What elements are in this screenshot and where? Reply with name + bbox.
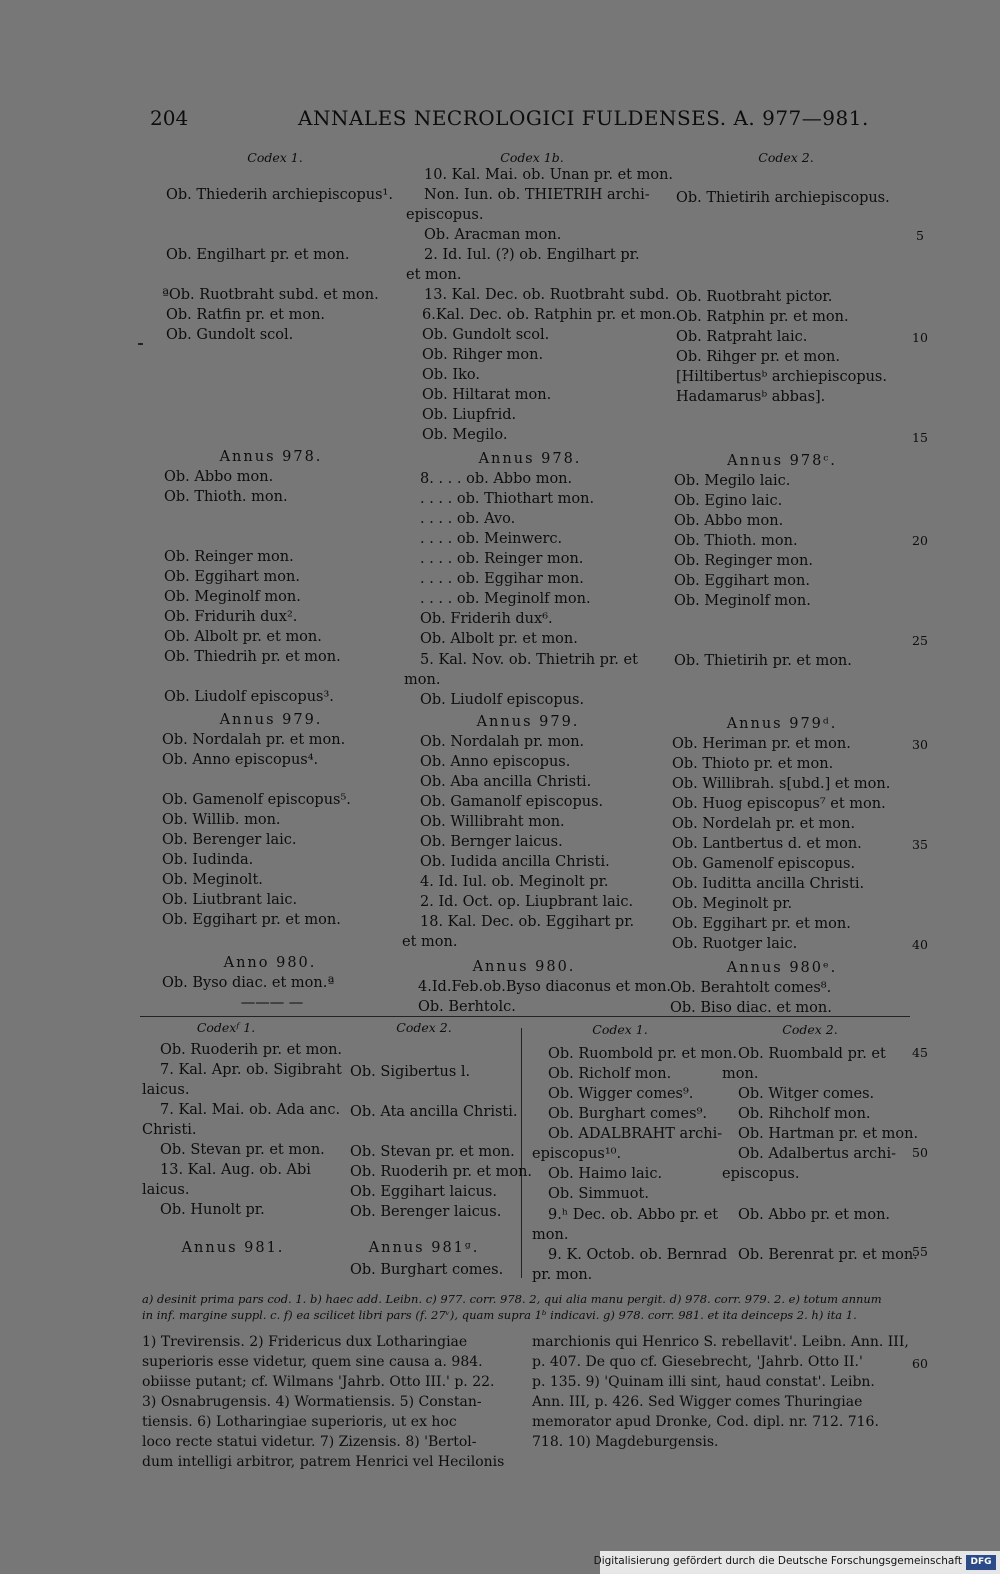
entry: Ob. Burghart comes⁹. [548, 1106, 707, 1122]
entry: Ob. Hunolt pr. [160, 1202, 265, 1218]
entry: Ob. Iuditta ancilla Christi. [672, 876, 865, 892]
entry: Ob. Ruoderih pr. et mon. [160, 1042, 343, 1058]
entry: Non. Iun. ob. THIETRIH archi- [424, 187, 650, 203]
entry: Ob. Thioto pr. et mon. [672, 756, 834, 772]
section-rule: ——— — [240, 995, 304, 1011]
entry: 9.ʰ Dec. ob. Abbo pr. et [548, 1207, 719, 1223]
line-number: 40 [912, 937, 928, 952]
entry: Ob. Megilo laic. [674, 473, 791, 489]
entry: et mon. [402, 934, 458, 950]
entry: Ob. Eggihart mon. [674, 573, 810, 589]
entry: Ob. Anno episcopus⁴. [162, 752, 319, 768]
entry: Ob. Willibrah. s[ubd.] et mon. [672, 776, 891, 792]
funding-text: Digitalisierung gefördert durch die Deutsche Forschungsgemeinschaft [593, 1555, 962, 1567]
entry: Ob. Anno episcopus. [420, 754, 571, 770]
page-title: ANNALES NECROLOGICI FULDENSES. A. 977—981. [298, 106, 869, 130]
entry: 13. Kal. Dec. ob. Ruotbraht subd. [424, 287, 670, 303]
line-number: 60 [912, 1356, 928, 1371]
entry: Ob. Ruombald pr. et [738, 1046, 886, 1062]
page-number: 204 [150, 106, 189, 130]
apparatus-line: in inf. margine suppl. c. f) ea scilicet libri pars (f. 27ᵛ), quam supra 1ᵇ indicavi. g) 978. corr. 981. et ita deinceps 2. h) ita 1. [142, 1308, 857, 1322]
footnote-line: obiisse putant; cf. Wilmans 'Jahrb. Otto III.' p. 22. [142, 1374, 495, 1390]
line-number: 30 [912, 737, 928, 752]
entry: Ob. Ruombold pr. et mon. [548, 1046, 737, 1062]
entry: Ob. Willibraht mon. [420, 814, 565, 830]
entry: Ob. Ratfin pr. et mon. [166, 307, 326, 323]
column-heading-codex-2-lower-right: Codex 2. [782, 1022, 838, 1037]
entry: Ob. Liutbrant laic. [162, 892, 298, 908]
entry: 4. Id. Iul. ob. Meginolt pr. [420, 874, 609, 890]
entry: Ob. Witger comes. [738, 1086, 875, 1102]
footnote-line: loco recte statui videtur. 7) Zizensis. 8) 'Bertol- [142, 1434, 477, 1450]
line-number: 55 [912, 1244, 928, 1259]
entry: Hadamarusᵇ abbas]. [676, 389, 826, 405]
entry: Ob. Burghart comes. [350, 1262, 504, 1278]
entry: ªOb. Ruotbraht subd. et mon. [162, 287, 379, 303]
entry: Ob. Egino laic. [674, 493, 783, 509]
entry: 4.Id.Feb.ob.Byso diaconus et mon. [418, 979, 672, 995]
entry: Ob. Stevan pr. et mon. [160, 1142, 325, 1158]
column-heading-codex-2-lower-left: Codex 2. [396, 1020, 452, 1035]
entry: Ob. Ratpraht laic. [676, 329, 808, 345]
year-heading: Annus 979ᵈ. [726, 716, 838, 732]
entry: . . . . ob. Meginolf mon. [420, 591, 591, 607]
entry: Ob. Abbo pr. et mon. [738, 1207, 891, 1223]
entry: Ob. Reginger mon. [674, 553, 813, 569]
footnote-line: 1) Trevirensis. 2) Fridericus dux Lotharingiae [142, 1334, 468, 1350]
line-number: 15 [912, 430, 928, 445]
entry: Ob. Eggihart mon. [164, 569, 300, 585]
entry: Ob. Meginolf mon. [164, 589, 301, 605]
entry: et mon. [406, 267, 462, 283]
entry: 9. K. Octob. ob. Bernrad [548, 1247, 728, 1263]
entry: Ob. Simmuot. [548, 1186, 649, 1202]
entry: Ob. Huog episcopus⁷ et mon. [672, 796, 886, 812]
year-heading: Annus 978ᶜ. [727, 453, 837, 469]
entry: Ob. Gundolt scol. [166, 327, 294, 343]
entry: Ob. Gamenolf episcopus⁵. [162, 792, 351, 808]
entry: . . . . ob. Reinger mon. [420, 551, 584, 567]
entry: 2. Id. Oct. op. Liupbrant laic. [420, 894, 634, 910]
entry: Ob. Reinger mon. [164, 549, 294, 565]
entry: Ob. Haimo laic. [548, 1166, 663, 1182]
entry: Ob. Sigibertus l. [350, 1064, 471, 1080]
line-number: 50 [912, 1145, 928, 1160]
entry: Ob. Willib. mon. [162, 812, 281, 828]
entry: Ob. Friderih dux⁶. [420, 611, 553, 627]
entry: mon. [404, 672, 441, 688]
entry: Ob. Meginolf mon. [674, 593, 811, 609]
column-heading-codex-2: Codex 2. [758, 150, 814, 165]
year-heading: Annus 979. [476, 714, 580, 730]
column-heading-codex-1b: Codex 1b. [500, 150, 564, 165]
entry: Ob. Abbo mon. [164, 469, 274, 485]
entry: . . . . ob. Avo. [420, 511, 516, 527]
line-number: 45 [912, 1045, 928, 1060]
entry: Ob. Ruotger laic. [672, 936, 798, 952]
entry: episcopus. [722, 1166, 800, 1182]
entry: Christi. [142, 1122, 197, 1138]
line-number: 5 [916, 228, 924, 243]
entry: Ob. Iudida ancilla Christi. [420, 854, 610, 870]
entry: Ob. Lantbertus d. et mon. [672, 836, 862, 852]
entry: Ob. Thioth. mon. [164, 489, 288, 505]
line-number: 10 [912, 330, 928, 345]
entry: Ob. Wigger comes⁹. [548, 1086, 694, 1102]
footnote-line: dum intelligi arbitror, patrem Henrici vel Hecilonis [142, 1454, 505, 1470]
entry: Ob. Thioth. mon. [674, 533, 798, 549]
entry: Ob. Iko. [422, 367, 480, 383]
entry: Ob. Liudolf episcopus³. [164, 689, 334, 705]
entry: 13. Kal. Aug. ob. Abi [160, 1162, 311, 1178]
column-heading-codex-1: Codex 1. [247, 150, 303, 165]
column-heading-codex-1-lower-left: Codexᶠ 1. [196, 1020, 256, 1035]
entry: 7. Kal. Mai. ob. Ada anc. [160, 1102, 341, 1118]
entry: Ob. Ruotbraht pictor. [676, 289, 833, 305]
entry: Ob. Berhtolc. [418, 999, 516, 1015]
footnote-line: memorator apud Dronke, Cod. dipl. nr. 712. 716. [532, 1414, 879, 1430]
line-number: 35 [912, 837, 928, 852]
entry: Ob. Albolt pr. et mon. [164, 629, 322, 645]
entry: Ob. Nordelah pr. et mon. [672, 816, 856, 832]
entry: Ob. Hiltarat mon. [422, 387, 552, 403]
entry: Ob. Rihcholf mon. [738, 1106, 871, 1122]
entry: . . . . ob. Meinwerc. [420, 531, 563, 547]
entry: Ob. Nordalah pr. et mon. [162, 732, 346, 748]
footnote-line: tiensis. 6) Lotharingiae superioris, ut ex hoc [142, 1414, 457, 1430]
entry: . . . . ob. Thiothart mon. [420, 491, 595, 507]
entry: Ob. Thiederih archiepiscopus¹. [166, 187, 393, 203]
footnote-line: p. 135. 9) 'Quinam illi sint, haud constat'. Leibn. [532, 1374, 875, 1390]
entry: Ob. Ata ancilla Christi. [350, 1104, 518, 1120]
entry: . . . . ob. Eggihar mon. [420, 571, 584, 587]
year-heading: Annus 978. [219, 449, 323, 465]
entry: Ob. Engilhart pr. et mon. [166, 247, 350, 263]
entry: Ob. Eggihart laicus. [350, 1184, 497, 1200]
entry: Ob. Hartman pr. et mon. [738, 1126, 919, 1142]
entry: pr. mon. [532, 1267, 593, 1283]
entry: 2. Id. Iul. (?) ob. Engilhart pr. [424, 247, 640, 263]
entry: 10. Kal. Mai. ob. Unan pr. et mon. [424, 167, 674, 183]
entry: Ob. Eggihart pr. et mon. [162, 912, 341, 928]
entry: [Hiltibertusᵇ archiepiscopus. [676, 369, 887, 385]
entry: Ob. Richolf mon. [548, 1066, 672, 1082]
entry: Ob. Thietirih archiepiscopus. [676, 190, 890, 206]
entry: Ob. Berahtolt comes⁸. [670, 980, 832, 996]
line-number: 20 [912, 533, 928, 548]
year-heading: Annus 981. [181, 1240, 285, 1256]
entry: Ob. Iudinda. [162, 852, 254, 868]
entry: Ob. Gamanolf episcopus. [420, 794, 604, 810]
entry: Ob. Gundolt scol. [422, 327, 550, 343]
entry: Ob. Meginolt. [162, 872, 263, 888]
footnote-line: 3) Osnabrugensis. 4) Wormatiensis. 5) Constan- [142, 1394, 482, 1410]
entry: episcopus. [406, 207, 484, 223]
entry: Ob. Ratphin pr. et mon. [676, 309, 849, 325]
entry: mon. [722, 1066, 759, 1082]
entry: Ob. Liupfrid. [422, 407, 517, 423]
entry: Ob. Heriman pr. et mon. [672, 736, 851, 752]
margin-mark [138, 343, 143, 345]
entry: Ob. Byso diac. et mon.ª [162, 975, 335, 991]
entry: episcopus¹⁰. [532, 1146, 622, 1162]
entry: Ob. Adalbertus archi- [738, 1146, 897, 1162]
year-heading: Annus 980. [472, 959, 576, 975]
entry: laicus. [142, 1182, 190, 1198]
footnote-line: p. 407. De quo cf. Giesebrecht, 'Jahrb. Otto II.' [532, 1354, 863, 1370]
entry: Ob. Aracman mon. [424, 227, 562, 243]
footnote-line: Ann. III, p. 426. Sed Wigger comes Thuringiae [532, 1394, 863, 1410]
year-heading: Annus 979. [219, 712, 323, 728]
entry: Ob. Thietirih pr. et mon. [674, 653, 852, 669]
column-divider [521, 1028, 522, 1278]
entry: 8. . . . ob. Abbo mon. [420, 471, 573, 487]
entry: 5. Kal. Nov. ob. Thietrih pr. et [420, 652, 638, 668]
entry: Ob. Biso diac. et mon. [670, 1000, 832, 1016]
entry: 18. Kal. Dec. ob. Eggihart pr. [420, 914, 635, 930]
entry: Ob. Ruoderih pr. et mon. [350, 1164, 533, 1180]
entry: Ob. Albolt pr. et mon. [420, 631, 578, 647]
entry: Ob. ADALBRAHT archi- [548, 1126, 723, 1142]
funding-footer [593, 1551, 1000, 1574]
line-number: 25 [912, 633, 928, 648]
entry: Ob. Berenger laicus. [350, 1204, 502, 1220]
entry: Ob. Liudolf episcopus. [420, 692, 585, 708]
footnote-line: marchionis qui Henrico S. rebellavit'. Leibn. Ann. III, [532, 1334, 909, 1350]
entry: Ob. Abbo mon. [674, 513, 784, 529]
year-heading: Annus 980ᵉ. [726, 960, 838, 976]
entry: Ob. Eggihart pr. et mon. [672, 916, 851, 932]
entry: Ob. Rihger mon. [422, 347, 544, 363]
entry: Ob. Berenrat pr. et mon. [738, 1247, 918, 1263]
entry: mon. [532, 1227, 569, 1243]
year-heading: Annus 981ᵍ. [368, 1240, 480, 1256]
entry: laicus. [142, 1082, 190, 1098]
entry: Ob. Nordalah pr. mon. [420, 734, 585, 750]
entry: Ob. Stevan pr. et mon. [350, 1144, 515, 1160]
entry: Ob. Gamenolf episcopus. [672, 856, 856, 872]
entry: Ob. Berenger laic. [162, 832, 297, 848]
entry: Ob. Meginolt pr. [672, 896, 793, 912]
column-heading-codex-1-lower-right: Codex 1. [592, 1022, 648, 1037]
entry: 7. Kal. Apr. ob. Sigibraht [160, 1062, 342, 1078]
entry: Ob. Thiedrih pr. et mon. [164, 649, 341, 665]
footnote-line: superioris esse videtur, quem sine causa a. 984. [142, 1354, 483, 1370]
entry: Ob. Megilo. [422, 427, 508, 443]
apparatus-line: a) desinit prima pars cod. 1. b) haec add. Leibn. c) 977. corr. 978. 2, qui alia manu pergit. d) 978. corr. 979. 2. e) totum annum [142, 1292, 882, 1306]
entry: 6.Kal. Dec. ob. Ratphin pr. et mon. [422, 307, 677, 323]
dfg-logo: DFG [966, 1555, 996, 1570]
entry: Ob. Aba ancilla Christi. [420, 774, 592, 790]
year-heading: Anno 980. [223, 955, 317, 971]
entry: Ob. Fridurih dux². [164, 609, 298, 625]
year-heading: Annus 978. [478, 451, 582, 467]
footnote-line: 718. 10) Magdeburgensis. [532, 1434, 719, 1450]
entry: Ob. Bernger laicus. [420, 834, 563, 850]
entry: Ob. Rihger pr. et mon. [676, 349, 840, 365]
section-divider [140, 1016, 910, 1017]
